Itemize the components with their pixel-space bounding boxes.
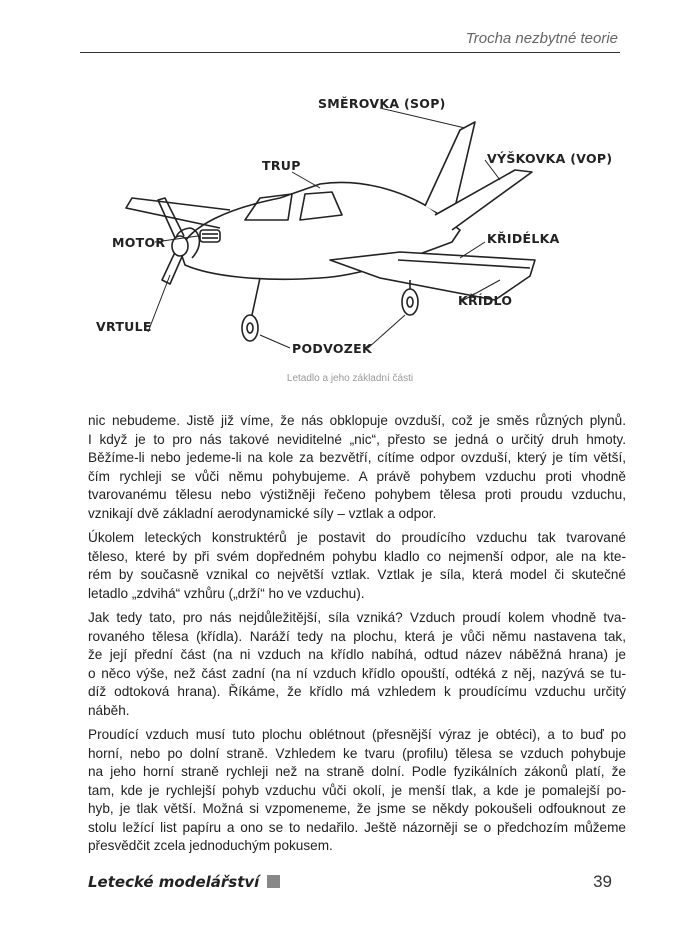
text-line: že její přední část (na ni vzduch na křídlo nabíhá, odtud název náběžná hrana) je [88, 647, 626, 662]
text-line: díž odtoková hrana). Říkáme, že křídlo má vzhledem k proudícímu vzduchu určitý [88, 684, 626, 699]
label-podvozek: PODVOZEK [292, 341, 372, 356]
label-smerovka: SMĚROVKA (SOP) [318, 96, 446, 111]
text-line: přesvědčit zcela jednoduchým pokusem. [88, 838, 333, 853]
footer-square-marker [267, 875, 280, 888]
text-line: Proudící vzduch musí tuto plochu oblétnout (přesnější výraz je obtéci), a to buď po [88, 727, 626, 742]
header-title: Trocha nezbytné teorie [465, 30, 618, 47]
label-vyskovka: VÝŠKOVKA (VOP) [487, 151, 613, 166]
text-line: letadlo „zdvihá“ vzhůru („drží“ ho ve vzduchu). [88, 585, 365, 601]
text-line: rém by současně vznikal co největší vztlak. Vztlak je síla, která model či skutečné [88, 567, 626, 582]
airplane-diagram [80, 80, 620, 370]
paragraph [88, 529, 626, 603]
text-line: těleso, které by při svém dopředném pohybu kladlo co nejmenší odpor, ale na kte- [88, 548, 626, 564]
text-line: tvarovanému tělesu nebo výstižněji řečeno pohybem tělesa proti proudu vzduchu, [88, 487, 626, 502]
body-text [88, 412, 626, 862]
label-trup: TRUP [262, 158, 301, 173]
text-line: nic nebudeme. Jistě již víme, že nás obklopuje ovzduší, což je směs různých plynů. [88, 413, 626, 428]
text-line: na jeho horní straně rychleji než na straně dolní. Podle fyzikálních zákonů platí, že [88, 764, 626, 779]
book-title: Letecké modelářství [88, 873, 260, 891]
text-line: o něco výše, než část zadní (na ní vzduch křídlo opouští, odtéká z něj, nazývá se tu- [88, 665, 626, 681]
text-line: čím rychleji se vůči němu pohybujeme. A právě pohybem vzduchu proti vhodně [88, 468, 626, 484]
paragraph [88, 609, 626, 720]
text-line: tam, kde je rychlejší pohyb vzduchu vůči okolí, je menší tlak, a kde je pomalejší po- [88, 782, 626, 798]
paragraph [88, 726, 626, 856]
label-motor: MOTOR [112, 235, 166, 250]
text-line: Jak tedy tato, pro nás nejdůležitější, síla vzniká? Vzduch proudí kolem vhodně tva- [88, 610, 626, 625]
text-line: rovaného tělesa (křídla). Naráží tedy na plochu, která je vůči němu nastavena tak, [88, 628, 626, 644]
text-line: stolu ležící list papíru a ono se to nedařilo. Ještě názorněji se o předchozím můžeme [88, 819, 626, 835]
paragraph [88, 412, 626, 523]
text-line: náběh. [88, 702, 130, 718]
figure-caption: Letadlo a jeho základní části [286, 373, 414, 384]
text-line: Běžíme-li nebo jedeme-li na kole za bezvětří, cítíme odpor ovzduší, který je tím větší, [88, 450, 626, 465]
text-line: hyb, je tlak větší. Možná si vzpomeneme, že jsme se někdy pokoušeli odfouknout ze [88, 801, 626, 816]
page-number: 39 [593, 872, 612, 891]
airplane-drawing [80, 80, 620, 370]
label-vrtule: VRTULE [96, 319, 152, 334]
label-kridelka: KŘIDÉLKA [487, 231, 560, 246]
header-rule [80, 52, 620, 53]
text-line: I když je to pro nás takové neviditelné „nic“, přesto se jedná o určitý druh hmoty. [88, 431, 626, 447]
text-line: vznikají dvě základní aerodynamické síly – vztlak a odpor. [88, 505, 437, 521]
text-line: horní, nebo po dolní straně. Vzhledem ke tvaru (profilu) tělesa se vzduch pohybuje [88, 745, 626, 761]
footer-book-title [88, 873, 280, 891]
label-kridlo: KŘÍDLO [458, 293, 513, 308]
text-line: Úkolem leteckých konstruktérů je postavit do proudícího vzduchu tak tvarované [88, 530, 626, 545]
